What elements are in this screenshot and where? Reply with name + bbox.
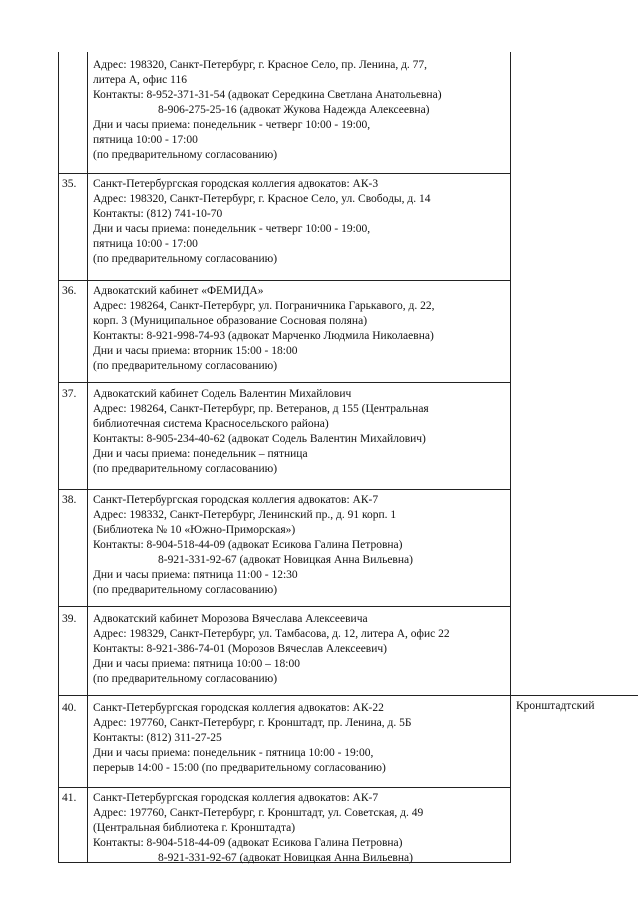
row-separator [58, 787, 511, 788]
contacts-line: Контакты: 8-904-518-44-09 (адвокат Есикова Галина Петровна) [93, 837, 403, 849]
hours-line: пятница 10:00 - 17:00 [93, 238, 198, 250]
hours-line: Дни и часы приема: понедельник - четверг 10:00 - 19:00, [93, 119, 371, 131]
row-number: 39. [62, 613, 77, 625]
address-line: Адрес: 198264, Санкт-Петербург, пр. Ветеранов, д 155 (Центральная [93, 403, 429, 415]
hours-line: Дни и часы приема: пятница 11:00 - 12:30 [93, 569, 298, 581]
contacts-line: Контакты: 8-952-371-31-54 (адвокат Середкина Светлана Анатольевна) [93, 89, 442, 101]
row-separator [58, 606, 511, 607]
organization-name: Санкт-Петербургская городская коллегия адвокатов: АК-7 [93, 792, 379, 804]
row-number: 38. [62, 494, 77, 506]
address-line: Адрес: 197760, Санкт-Петербург, г. Кронштадт, пр. Ленина, д. 5Б [93, 717, 412, 729]
hours-line: Дни и часы приема: понедельник - четверг 10:00 - 19:00, [93, 223, 371, 235]
hours-line: перерыв 14:00 - 15:00 (по предварительному согласованию) [93, 762, 386, 774]
contacts-line: Контакты: 8-921-386-74-01 (Морозов Вячеслав Алексеевич) [93, 643, 388, 655]
contacts-line: 8-906-275-25-16 (адвокат Жукова Надежда Алексеевна) [158, 104, 430, 116]
contacts-line: Контакты: 8-921-998-74-93 (адвокат Марченко Людмила Николаевна) [93, 330, 434, 342]
address-line: Адрес: 198264, Санкт-Петербург, ул. Пограничника Гарькавого, д. 22, [93, 300, 435, 312]
organization-name: Адвокатский кабинет Содель Валентин Михайлович [93, 388, 352, 400]
organization-name: Адвокатский кабинет Морозова Вячеслава Алексеевича [93, 613, 368, 625]
contacts-line: Контакты: 8-905-234-40-62 (адвокат Содель Валентин Михайлович) [93, 433, 426, 445]
table-row [93, 791, 508, 866]
row-number: 40. [62, 702, 77, 714]
table-row [93, 612, 508, 687]
row-separator [58, 695, 638, 696]
contacts-line: Контакты: (812) 741-10-70 [93, 208, 223, 220]
note-line: (по предварительному согласованию) [93, 584, 278, 596]
organization-name: Санкт-Петербургская городская коллегия адвокатов: АК-22 [93, 702, 384, 714]
row-separator [58, 173, 511, 174]
address-line: (Библиотека № 10 «Южно-Приморская») [93, 524, 296, 536]
table-row [93, 284, 508, 374]
row-number: 36. [62, 285, 77, 297]
row-number: 37. [62, 388, 77, 400]
note-line: (по предварительному согласованию) [93, 360, 278, 372]
district-name: Кронштадтский [516, 700, 595, 712]
row-separator [58, 382, 511, 383]
table-row [93, 493, 508, 598]
organization-name: Адвокатский кабинет «ФЕМИДА» [93, 285, 264, 297]
hours-line: Дни и часы приема: вторник 15:00 - 18:00 [93, 345, 298, 357]
table-row [93, 58, 508, 163]
organization-name: Санкт-Петербургская городская коллегия адвокатов: АК-7 [93, 494, 379, 506]
row-number: 35. [62, 178, 77, 190]
note-line: (по предварительному согласованию) [93, 463, 278, 475]
organization-name: Санкт-Петербургская городская коллегия адвокатов: АК-3 [93, 178, 379, 190]
note-line: (по предварительному согласованию) [93, 149, 278, 161]
contacts-line: Контакты: 8-904-518-44-09 (адвокат Есикова Галина Петровна) [93, 539, 403, 551]
address-line: Адрес: 198329, Санкт-Петербург, ул. Тамбасова, д. 12, литера А, офис 22 [93, 628, 450, 640]
address-line: Адрес: 198320, Санкт-Петербург, г. Красное Село, ул. Свободы, д. 14 [93, 193, 431, 205]
row-separator [58, 280, 511, 281]
address-line: литера А, офис 116 [93, 74, 187, 86]
address-line: Адрес: 197760, Санкт-Петербург, г. Кронштадт, ул. Советская, д. 49 [93, 807, 424, 819]
hours-line: пятница 10:00 - 17:00 [93, 134, 198, 146]
contacts-line: 8-921-331-92-67 (адвокат Новицкая Анна Вильевна) [158, 554, 413, 566]
hours-line: Дни и часы приема: пятница 10:00 – 18:00 [93, 658, 300, 670]
note-line: (по предварительному согласованию) [93, 253, 278, 265]
address-line: корп. 3 (Муниципальное образование Сосновая поляна) [93, 315, 368, 327]
contacts-line: 8-921-331-92-67 (адвокат Новицкая Анна Вильевна) [158, 852, 413, 864]
address-line: (Центральная библиотека г. Кронштадта) [93, 822, 296, 834]
table-row [93, 701, 508, 776]
table-row [93, 387, 508, 477]
table-row [93, 177, 508, 267]
address-line: Адрес: 198320, Санкт-Петербург, г. Красное Село, пр. Ленина, д. 77, [93, 59, 428, 71]
hours-line: Дни и часы приема: понедельник - пятница 10:00 - 19:00, [93, 747, 374, 759]
hours-line: Дни и часы приема: понедельник – пятница [93, 448, 308, 460]
address-line: Адрес: 198332, Санкт-Петербург, Ленинский пр., д. 91 корп. 1 [93, 509, 397, 521]
address-line: библиотечная система Красносельского района) [93, 418, 329, 430]
row-separator [58, 489, 511, 490]
contacts-line: Контакты: (812) 311-27-25 [93, 732, 222, 744]
row-number: 41. [62, 792, 77, 804]
note-line: (по предварительному согласованию) [93, 673, 278, 685]
